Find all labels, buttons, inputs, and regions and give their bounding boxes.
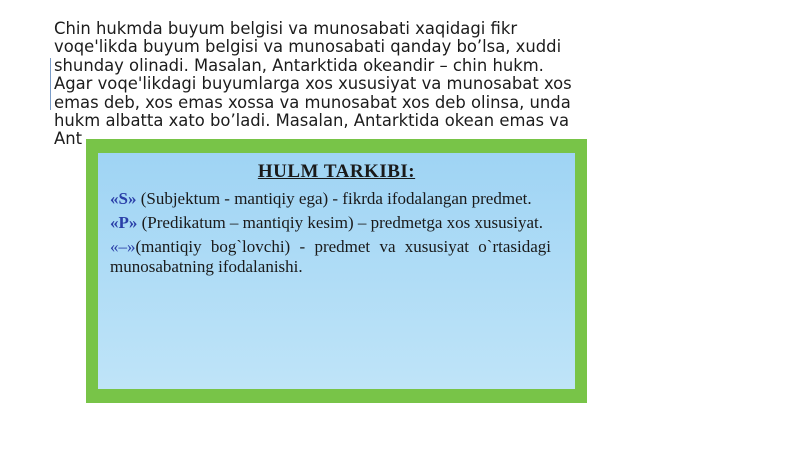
paragraph-line: Ant	[54, 129, 83, 149]
term-definition: (mantiqiy bog`lovchi) - predmet va xususiyat o`rtasidagi munosabatning ifodalanishi.	[110, 237, 551, 276]
term-symbol: «S»	[110, 189, 137, 208]
paragraph-line: hukm albatta xato bo’ladi. Masalan, Antarktida okean emas va	[54, 111, 569, 131]
paragraph-line: Chin hukmda buyum belgisi va munosabati xaqidagi fikr	[54, 19, 518, 38]
term-definition: (Predikatum – mantiqiy kesim) – predmetga xos xususiyat.	[137, 213, 543, 232]
paragraph-line: Agar voqe'likdagi buyumlarga xos xususiyat va munosabat xos	[54, 74, 572, 94]
term-predicate	[110, 213, 563, 233]
text-cursor-bar	[50, 58, 51, 110]
term-definition: (Subjektum - mantiqiy ega) - fikrda ifodalangan predmet.	[136, 189, 532, 208]
paragraph-line: shunday olinadi. Masalan, Antarktida okeandir – chin hukm.	[54, 55, 544, 75]
paragraph-line: emas deb, xos emas xossa va munosabat xos deb olinsa, unda	[54, 92, 571, 112]
paragraph-line: voqe'likda buyum belgisi va munosabati qanday bo’lsa, xuddi	[54, 37, 562, 57]
figure-title: HULM TARKIBI:	[257, 161, 416, 182]
figure-panel	[98, 153, 575, 389]
term-symbol: «–»	[110, 237, 136, 256]
term-subject	[110, 189, 563, 209]
term-copula	[110, 237, 563, 277]
judgment-structure-figure	[86, 139, 587, 403]
body-paragraph	[54, 20, 599, 149]
term-symbol: «P»	[110, 213, 138, 232]
